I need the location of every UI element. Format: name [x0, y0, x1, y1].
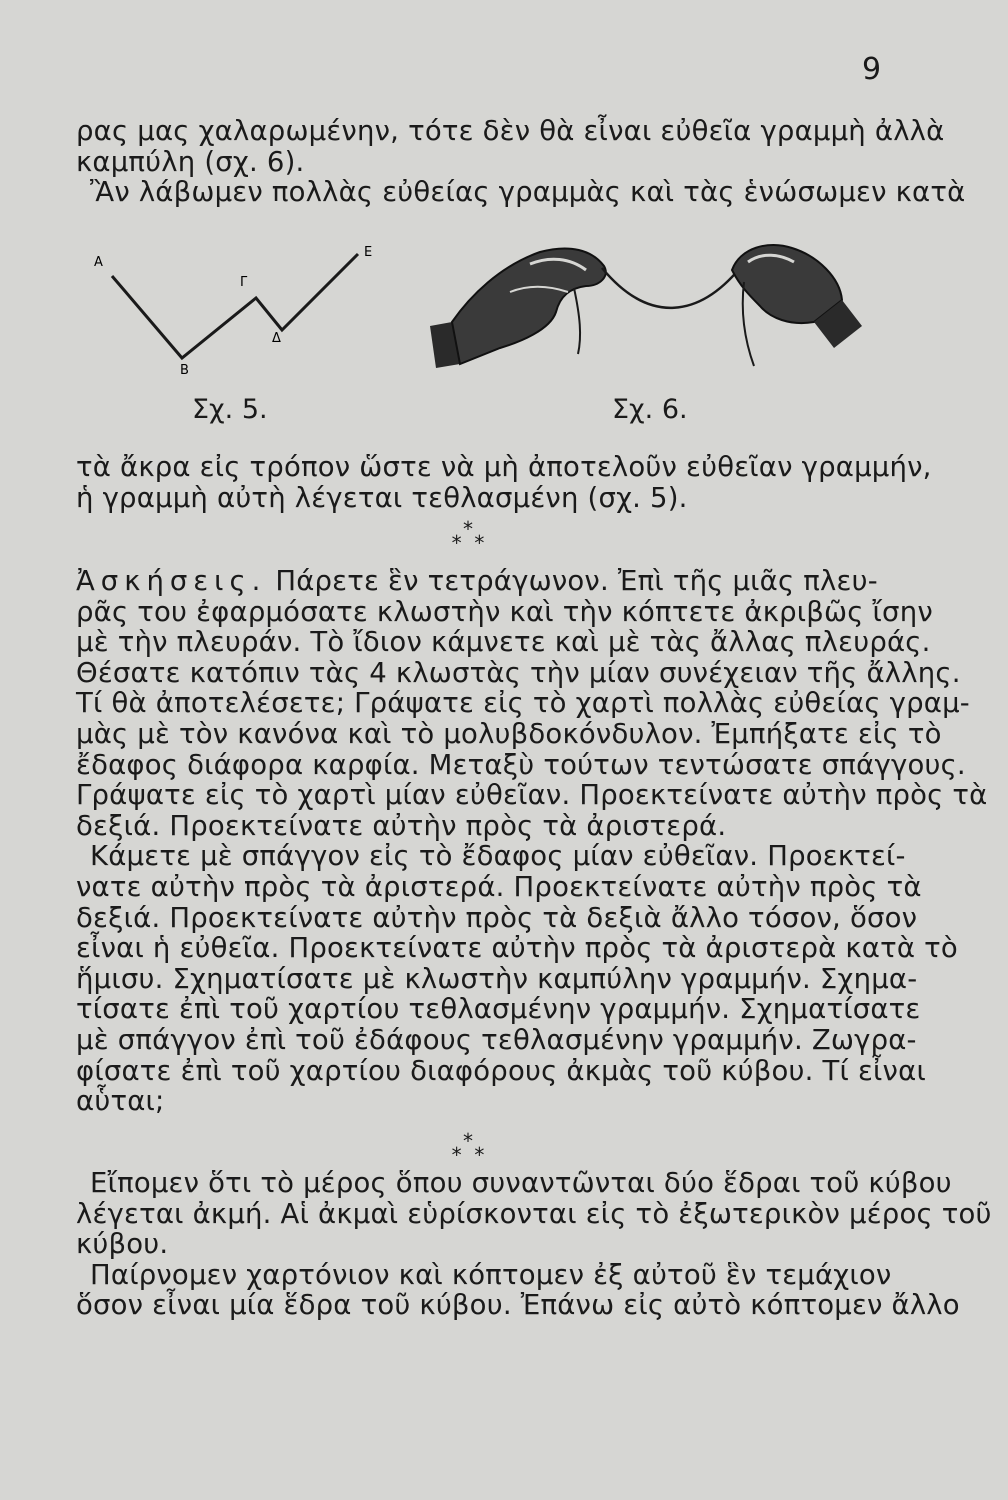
figure5-caption: Σχ. 5.: [192, 394, 268, 425]
exercises-first-line: Πάρετε ἓν τετράγωνον. Ἐπὶ τῆς μιᾶς πλευ-: [275, 565, 878, 597]
figure5-label-c: Γ: [240, 275, 248, 290]
text-line: Γράψατε εἰς τὸ χαρτὶ μίαν εὐθεῖαν. Προεκτείνατε αὐτὴν πρὸς τὰ: [76, 779, 988, 812]
page-number: 9: [862, 52, 882, 87]
text-line: ἡ γραμμὴ αὐτὴ λέγεται τεθλασμένη (σχ. 5).: [76, 481, 688, 514]
closing-paragraph: [76, 1167, 992, 1322]
text-line: Τί θὰ ἀποτελέσετε; Γράψατε εἰς τὸ χαρτὶ πολλὰς εὐθείας γραμ-: [76, 687, 970, 720]
figure5-label-d: Δ: [272, 331, 281, 346]
hands-string-figure: [410, 226, 890, 396]
text-line: αὗται;: [76, 1085, 165, 1118]
text-line: τίσατε ἐπὶ τοῦ χαρτίου τεθλασμένην γραμμήν. Σχηματίσατε: [76, 993, 921, 1026]
text-line: Εἴπομεν ὅτι τὸ μέρος ὅπου συναντῶνται δύο ἕδραι τοῦ κύβου: [90, 1167, 952, 1199]
text-line: ρᾶς του ἐφαρμόσατε κλωστὴν καὶ τὴν κόπτετε ἀκριβῶς ἴσην: [76, 595, 933, 628]
exercises-section: [76, 565, 988, 1118]
exercises-heading: Ἀσκήσεις.: [76, 565, 267, 597]
text-line: φίσατε ἐπὶ τοῦ χαρτίου διαφόρους ἀκμὰς τοῦ κύβου. Τί εἶναι: [76, 1054, 926, 1087]
definition-paragraph: [76, 451, 932, 514]
text-line: [76, 566, 912, 597]
text-line: λέγεται ἀκμή. Αἱ ἀκμαὶ εὑρίσκονται εἰς τὸ ἐξωτερικὸν μέρος τοῦ: [76, 1197, 992, 1230]
text-line: ἔδαφος διάφορα καρφία. Μεταξὺ τούτων τεντώσατε σπάγγους.: [76, 748, 966, 781]
text-line: μὲ τὴν πλευράν. Τὸ ἴδιον κάμνετε καὶ μὲ τὰς ἄλλας πλευράς.: [76, 626, 931, 659]
asterism-top: *: [463, 1129, 473, 1153]
asterism-top: *: [463, 517, 473, 541]
text-line: τὰ ἄκρα εἰς τρόπον ὥστε νὰ μὴ ἀποτελοῦν εὐθεῖαν γραμμήν,: [76, 451, 932, 483]
broken-line-figure: [80, 226, 380, 386]
text-line: Ἂν λάβωμεν πολλὰς εὐθείας γραμμὰς καὶ τὰς ἑνώσωμεν κατὰ: [90, 176, 966, 209]
text-line: δεξιά. Προεκτείνατε αὐτὴν πρὸς τὰ ἀριστερά.: [76, 809, 727, 842]
text-line: ὅσον εἶναι μία ἕδρα τοῦ κύβου. Ἐπάνω εἰς αὐτὸ κόπτομεν ἄλλο: [76, 1289, 960, 1322]
text-line: καμπύλη (σχ. 6).: [76, 145, 305, 178]
text-line: κύβου.: [76, 1228, 169, 1261]
asterism-right: *: [474, 1143, 485, 1167]
asterism-left: *: [451, 531, 462, 555]
text-line: εἶναι ἡ εὐθεῖα. Προεκτείνατε αὐτὴν πρὸς τὰ ἀριστερὰ κατὰ τὸ: [76, 932, 958, 965]
intro-paragraph: [76, 115, 966, 209]
figure6-caption: Σχ. 6.: [612, 394, 688, 425]
text-line: μὰς μὲ τὸν κανόνα καὶ τὸ μολυβδοκόνδυλον. Ἐμπήξατε εἰς τὸ: [76, 717, 942, 750]
text-line: νατε αὐτὴν πρὸς τὰ ἀριστερά. Προεκτείνατε αὐτὴν πρὸς τὰ: [76, 870, 922, 903]
text-line: Παίρνομεν χαρτόνιον καὶ κόπτομεν ἐξ αὐτοῦ ἓν τεμάχιον: [90, 1258, 892, 1291]
text-line: ἥμισυ. Σχηματίσατε μὲ κλωστὴν καμπύλην γραμμήν. Σχημα-: [76, 962, 918, 995]
text-line: Θέσατε κατόπιν τὰς 4 κλωστὰς τὴν μίαν συνέχειαν τῆς ἄλλης.: [76, 656, 961, 689]
figure5-label-e: Ε: [364, 245, 373, 260]
asterism-divider: [448, 1129, 488, 1167]
figure5-label-a: Α: [94, 255, 103, 270]
asterism-right: *: [474, 531, 485, 555]
figure5-label-b: Β: [180, 363, 189, 378]
text-line: ρας μας χαλαρωμένην, τότε δὲν θὰ εἶναι εὐθεῖα γραμμὴ ἀλλὰ: [76, 115, 945, 147]
text-line: Κάμετε μὲ σπάγγον εἰς τὸ ἔδαφος μίαν εὐθεῖαν. Προεκτεί-: [90, 840, 906, 873]
text-line: μὲ σπάγγον ἐπὶ τοῦ ἐδάφους τεθλασμένην γραμμήν. Ζωγρα-: [76, 1023, 917, 1056]
asterism-left: *: [451, 1143, 462, 1167]
asterism-divider: [448, 517, 488, 555]
text-line: δεξιά. Προεκτείνατε αὐτὴν πρὸς τὰ δεξιὰ ἄλλο τόσον, ὅσον: [76, 901, 918, 934]
figures-area: [80, 226, 900, 426]
